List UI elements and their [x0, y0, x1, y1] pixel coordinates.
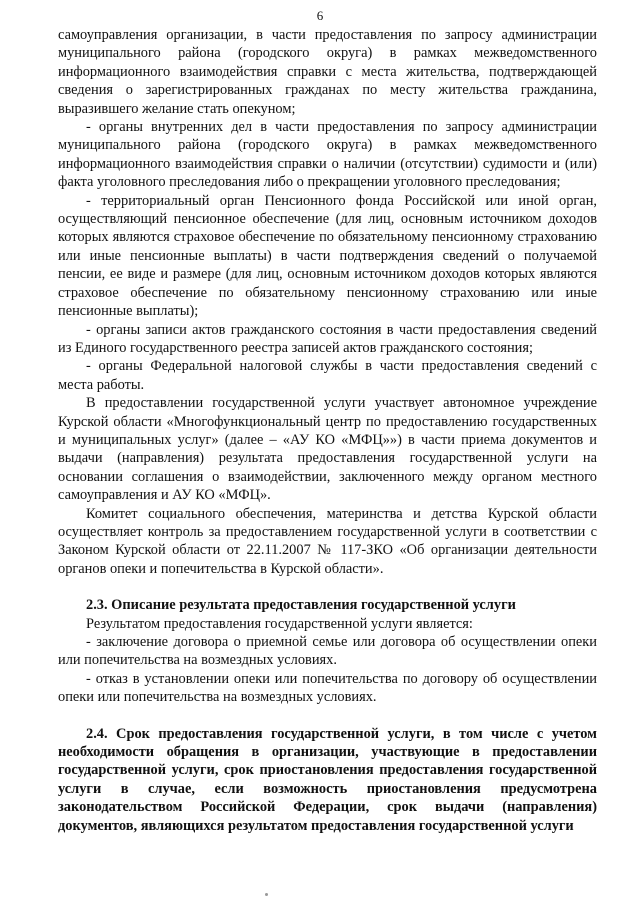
paragraph-committee: Комитет социального обеспечения, материнства и детства Курской области осуществляет контроль за предоставлением государственной услуги в соответствии с Законом Курской области от 22.11.2007 № 117-ЗКО «Об организации деятельности органов опеки и попечительства в Курской области». [58, 505, 597, 577]
list-item-contract: - заключение договора о приемной семье или договора об осуществлении опеки или попечительства на возмездных условиях. [58, 634, 597, 669]
paragraph-continuation: самоуправления организации, в части предоставления по запросу администрации муниципального района (городского округа) в рамках межведомственного информационного взаимодействия справки с места жительства, подтверждающей сведения о зарегистрированных гражданах по месту жительства гражданина, выразившего желание стать опекуном; [58, 27, 597, 117]
section-heading-2-3: 2.3. Описание результата предоставления государственной услуги [86, 597, 516, 614]
list-item-tax-service: - органы Федеральной налоговой службы в части предоставления сведений с места работы. [58, 358, 597, 393]
paragraph-mfc: В предоставлении государственной услуги участвует автономное учреждение Курской области «Многофункциональный центр по предоставлению государственных и муниципальных услуг» (далее – «АУ КО «МФЦ»») в части приема документов и выдачи (направления) результата предоставления государственной услуги на основании соглашения о взаимодействии, заключенного между органом местного самоуправления и АУ КО «МФЦ». [58, 395, 597, 504]
paragraph-result-intro: Результатом предоставления государственной услуги является: [86, 615, 473, 632]
list-item-refusal: - отказ в установлении опеки или попечительства по договору об осуществлении опеки или попечительства на возмездных условиях. [58, 670, 597, 706]
page-number: 6 [316, 8, 324, 23]
list-item-pension-fund: - территориальный орган Пенсионного фонда Российской или иной орган, осуществляющий пенсионное обеспечение (для лиц, основным источником доходов которых являются страховое обеспечение по обязательному пенсионному страхованию или иные пенсионные выплаты) в части подтверждения сведений о получаемой пенсии, ее виде и размере (для лиц, основным источником доходов которых являются страховое обеспечение по обязательному пенсионному страхованию или иные пенсионные выплаты); [58, 192, 597, 320]
document-body [58, 26, 597, 835]
list-item-civil-registry: - органы записи актов гражданского состояния в части предоставления сведений из Единого государственного реестра записей актов гражданского состояния; [58, 321, 597, 356]
list-item-internal-affairs: - органы внутренних дел в части предоставления по запросу администрации муниципального района (городского округа) в рамках межведомственного информационного взаимодействия справки о наличии (отсутствии) судимости и (или) факта уголовного преследования либо о прекращении уголовного преследования; [58, 119, 597, 191]
scan-speck [265, 893, 268, 896]
section-heading-2-4: 2.4. Срок предоставления государственной услуги, в том числе с учетом необходимости обращения в организации, участвующие в предоставлении государственной услуги, срок приостановления предоставления государственной услуги в случае, если возможность приостановления предусмотрена законодательством Российской Федерации, срок выдачи (направления) документов, являющихся результатом предоставления государственной услуги [58, 725, 597, 834]
